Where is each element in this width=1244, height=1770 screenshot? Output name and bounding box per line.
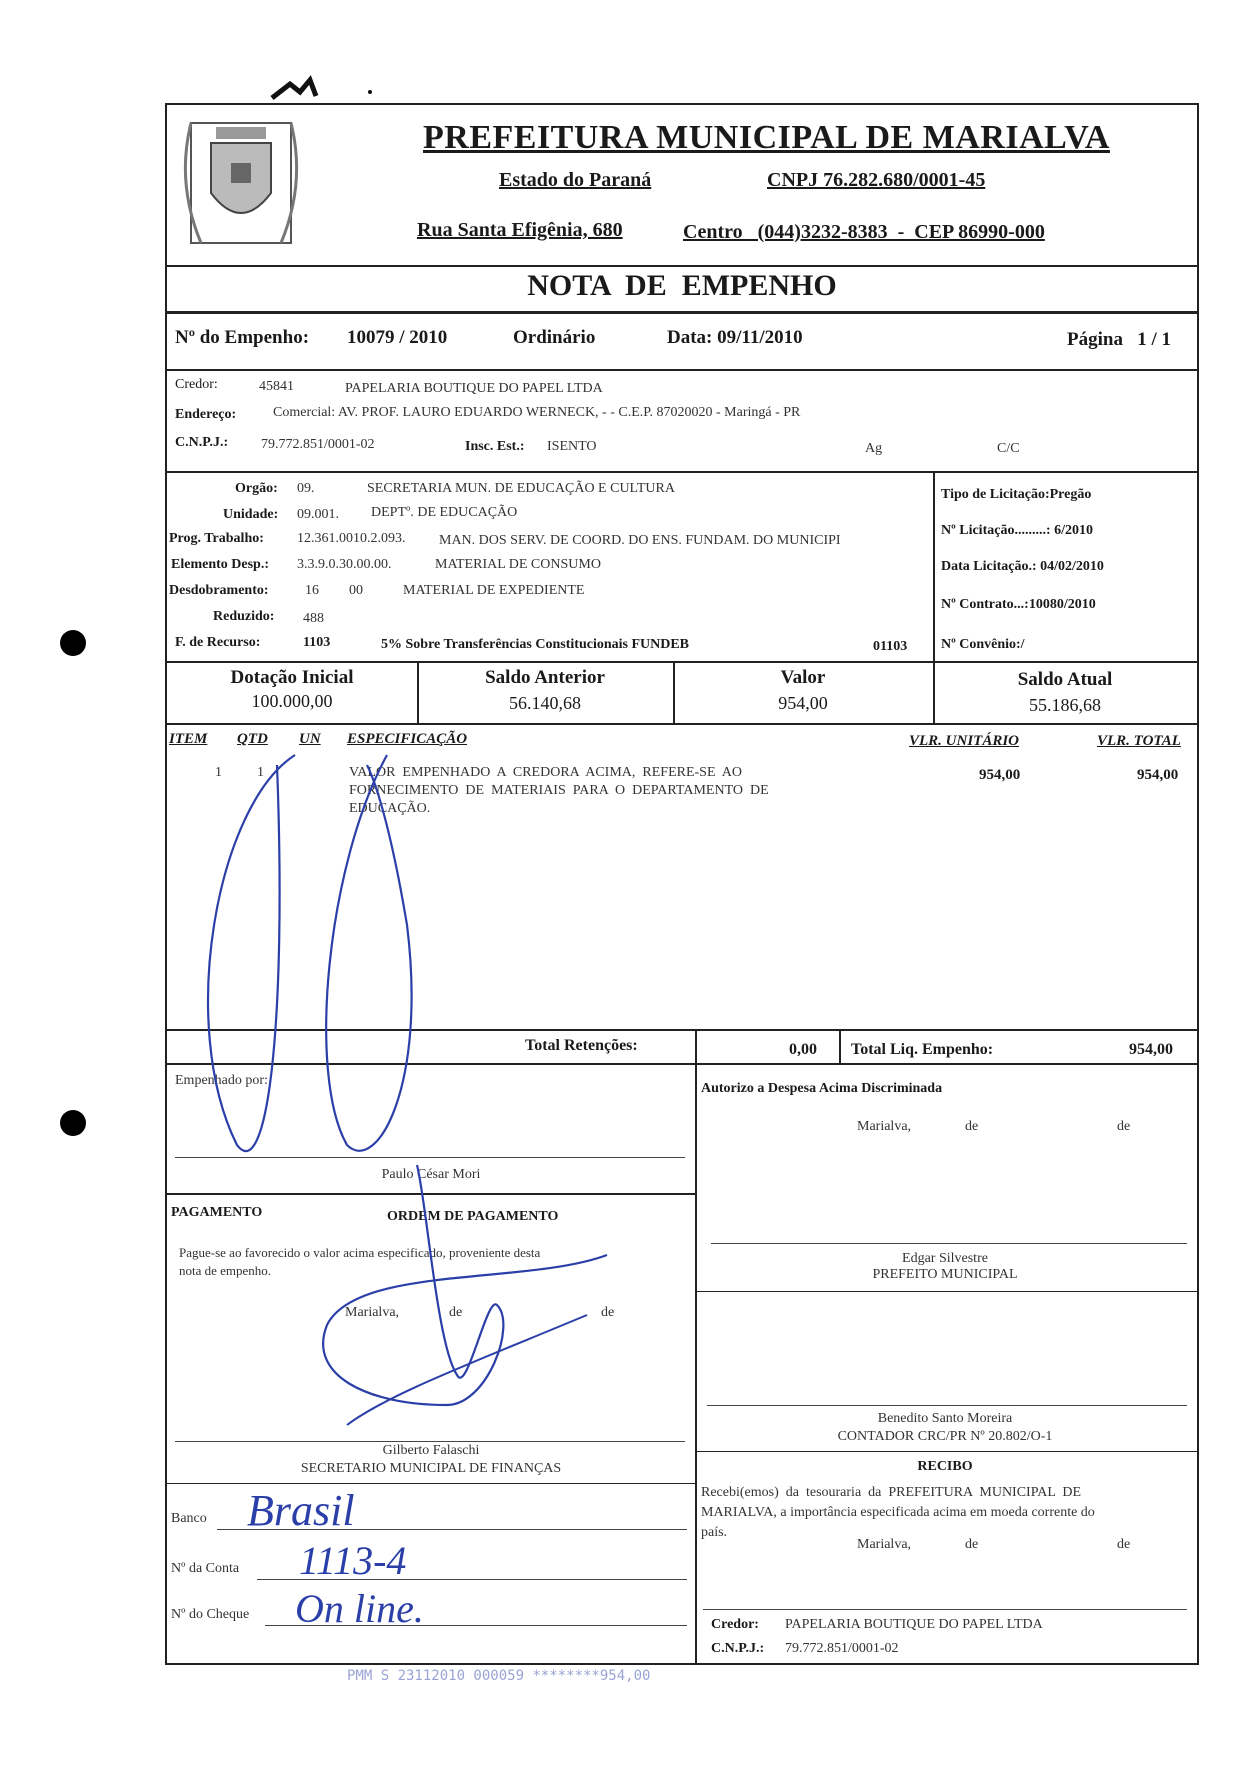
- empenhado-label: Empenhado por:: [175, 1073, 268, 1088]
- recibo-cnpj-label: C.N.P.J.:: [711, 1641, 765, 1656]
- cheque-handwritten: On line.: [295, 1586, 424, 1631]
- unidade-code: 09.001.: [297, 507, 339, 522]
- recibo-credor-label: Credor:: [711, 1617, 759, 1632]
- autorizo-de1: de: [965, 1119, 979, 1134]
- binder-hole-top: [60, 630, 86, 656]
- credor-cnpj: 79.772.851/0001-02: [261, 437, 375, 452]
- credor-code: 45841: [259, 379, 294, 394]
- ag-label: Ag: [865, 441, 883, 456]
- credor-name: PAPELARIA BOUTIQUE DO PAPEL LTDA: [345, 381, 603, 396]
- total-retencoes-label: Total Retenções:: [525, 1037, 638, 1054]
- endereco-label: Endereço:: [175, 407, 237, 422]
- endereco: Comercial: AV. PROF. LAURO EDUARDO WERNECK, - - C.E.P. 87020020 - Maringá - PR: [273, 405, 801, 420]
- dotacao-inicial-value: 100.000,00: [251, 691, 333, 711]
- credor-label: Credor:: [175, 377, 218, 392]
- recibo-credor: PAPELARIA BOUTIQUE DO PAPEL LTDA: [785, 1617, 1043, 1632]
- ordem-pagamento-label: ORDEM DE PAGAMENTO: [387, 1209, 559, 1224]
- numero-contrato: Nº Contrato...:10080/2010: [941, 597, 1096, 612]
- cnpj-label: C.N.P.J.:: [175, 435, 229, 450]
- binder-hole-bottom: [60, 1110, 86, 1136]
- valor-value: 954,00: [778, 693, 828, 713]
- fonte-name: 5% Sobre Transferências Constitucionais FUNDEB: [381, 637, 690, 652]
- dotacao-inicial-label: Dotação Inicial: [230, 667, 354, 688]
- contador-cargo: CONTADOR CRC/PR Nº 20.802/O-1: [837, 1429, 1053, 1444]
- prog-name: MAN. DOS SERV. DE COORD. DO ENS. FUNDAM. DO MUNICIPI: [439, 533, 841, 548]
- total-liq-label: Total Liq. Empenho:: [851, 1041, 994, 1058]
- desdobramento-name: MATERIAL DE EXPEDIENTE: [403, 583, 585, 598]
- numero-licitacao: Nº Licitação.........: 6/2010: [941, 523, 1093, 538]
- orgao-name: SECRETARIA MUN. DE EDUCAÇÃO E CULTURA: [367, 481, 675, 496]
- unidade-name: DEPTº. DE EDUCAÇÃO: [371, 505, 518, 520]
- saldo-anterior-value: 56.140,68: [509, 693, 581, 713]
- pagamento-label: PAGAMENTO: [171, 1205, 263, 1220]
- cheque-label: Nº do Cheque: [171, 1607, 250, 1622]
- page-number: Página 1 / 1: [1067, 329, 1171, 350]
- orgao-label: Orgão:: [235, 481, 278, 496]
- handwritten-signature-ordem: [287, 1145, 627, 1465]
- col-item: ITEM: [169, 731, 208, 747]
- prefeito-cargo: PREFEITO MUNICIPAL: [872, 1267, 1018, 1282]
- elemento-code: 3.3.9.0.30.00.00.: [297, 557, 392, 572]
- empenhado-nome: Paulo César Mori: [381, 1167, 481, 1182]
- pagamento-cidade: Marialva,: [345, 1305, 400, 1320]
- banco-label: Banco: [171, 1511, 207, 1526]
- empenho-number: 10079 / 2010: [347, 327, 448, 348]
- col-un: UN: [299, 731, 321, 747]
- total-liq-value: 954,00: [1129, 1041, 1173, 1058]
- saldo-atual-label: Saldo Atual: [1017, 669, 1113, 690]
- coat-of-arms-icon: [171, 113, 311, 253]
- fonte-number: 01103: [873, 639, 908, 654]
- fonte-label: F. de Recurso:: [175, 635, 261, 650]
- recibo-de1: de: [965, 1537, 979, 1552]
- row-vlr-total: 954,00: [1137, 767, 1179, 783]
- row-espec-line3: EDUCAÇÃO.: [349, 801, 431, 816]
- empenho-type: Ordinário: [513, 327, 596, 348]
- recibo-de2: de: [1117, 1537, 1131, 1552]
- total-retencoes-value: 0,00: [789, 1041, 817, 1058]
- recibo-cidade: Marialva,: [857, 1537, 912, 1552]
- fonte-code: 1103: [303, 635, 331, 650]
- recibo-label: RECIBO: [917, 1459, 973, 1474]
- insc-value: ISENTO: [547, 439, 597, 454]
- saldo-atual-value: 55.186,68: [1029, 695, 1101, 715]
- header-state: Estado do Paraná: [499, 169, 652, 191]
- desdobramento-code: 16: [305, 583, 319, 598]
- doc-title: NOTA DE EMPENHO: [527, 269, 837, 302]
- header-contact: Centro (044)3232-8383 - CEP 86990-000: [683, 221, 1045, 243]
- unidade-label: Unidade:: [223, 507, 279, 522]
- pagamento-texto-1: Pague-se ao favorecido o valor acima especificado, proveniente desta: [179, 1245, 541, 1260]
- desdobramento-sub: 00: [349, 583, 363, 598]
- banco-handwritten: Brasil: [247, 1486, 355, 1535]
- col-qtd: QTD: [237, 731, 268, 747]
- prog-code: 12.361.0010.2.093.: [297, 531, 406, 546]
- saldo-anterior-label: Saldo Anterior: [485, 667, 605, 688]
- reduzido-label: Reduzido:: [213, 609, 275, 624]
- elemento-label: Elemento Desp.:: [171, 557, 269, 572]
- contador-nome: Benedito Santo Moreira: [877, 1411, 1013, 1426]
- nota-de-empenho-form: [165, 103, 1199, 1684]
- conta-handwritten: 1113-4: [299, 1538, 407, 1583]
- orgao-code: 09.: [297, 481, 315, 496]
- conta-label: Nº da Conta: [171, 1561, 240, 1576]
- row-vlr-unitario: 954,00: [979, 767, 1021, 783]
- autorizo-de2: de: [1117, 1119, 1131, 1134]
- pagamento-de1: de: [449, 1305, 463, 1320]
- desdobramento-label: Desdobramento:: [169, 583, 269, 598]
- pagamento-de2: de: [601, 1305, 615, 1320]
- pagamento-texto-2: nota de empenho.: [179, 1263, 272, 1278]
- prefeito-nome: Edgar Silvestre: [902, 1251, 988, 1266]
- row-qtd: 1: [257, 765, 264, 780]
- autorizo-label: Autorizo a Despesa Acima Discriminada: [701, 1081, 943, 1096]
- header-street: Rua Santa Efigênia, 680: [417, 219, 623, 241]
- empenho-number-label: Nº do Empenho:: [175, 327, 310, 348]
- secretario-cargo: SECRETARIO MUNICIPAL DE FINANÇAS: [300, 1461, 562, 1476]
- col-vlr-total: VLR. TOTAL: [1097, 733, 1181, 749]
- autorizo-cidade: Marialva,: [857, 1119, 912, 1134]
- handwritten-signature-empenhado: [177, 725, 477, 1175]
- recibo-cnpj: 79.772.851/0001-02: [785, 1641, 899, 1656]
- header-cnpj: CNPJ 76.282.680/0001-45: [767, 169, 986, 191]
- col-vlr-unitario: VLR. UNITÁRIO: [909, 733, 1020, 749]
- data-licitacao: Data Licitação.: 04/02/2010: [941, 559, 1104, 574]
- secretario-nome: Gilberto Falaschi: [382, 1443, 480, 1458]
- numero-convenio: Nº Convênio:/: [941, 637, 1025, 652]
- empenho-date: Data: 09/11/2010: [667, 327, 803, 348]
- row-espec-line2: FORNECIMENTO DE MATERIAIS PARA O DEPARTAMENTO DE: [349, 783, 769, 798]
- cc-label: C/C: [997, 441, 1020, 456]
- valor-label: Valor: [780, 667, 826, 688]
- header-title: PREFEITURA MUNICIPAL DE MARIALVA: [423, 119, 1110, 156]
- insc-label: Insc. Est.:: [465, 439, 525, 454]
- reduzido-value: 488: [303, 611, 324, 626]
- row-item: 1: [215, 765, 222, 780]
- elemento-name: MATERIAL DE CONSUMO: [435, 557, 601, 572]
- prog-label: Prog. Trabalho:: [169, 531, 264, 546]
- tipo-licitacao: Tipo de Licitação:Pregão: [941, 487, 1092, 502]
- recibo-texto-3: país.: [701, 1525, 728, 1540]
- recibo-texto-2: MARIALVA, a importância especificada acima em moeda corrente do: [701, 1505, 1095, 1520]
- row-espec-line1: VALOR EMPENHADO A CREDORA ACIMA, REFERE-SE AO: [349, 765, 742, 780]
- recibo-texto-1: Recebi(emos) da tesouraria da PREFEITURA MUNICIPAL DE: [701, 1485, 1082, 1500]
- col-especificacao: ESPECIFICAÇÃO: [347, 731, 468, 747]
- payment-stamp: PMM S 23112010 000059 ********954,00: [347, 1668, 651, 1684]
